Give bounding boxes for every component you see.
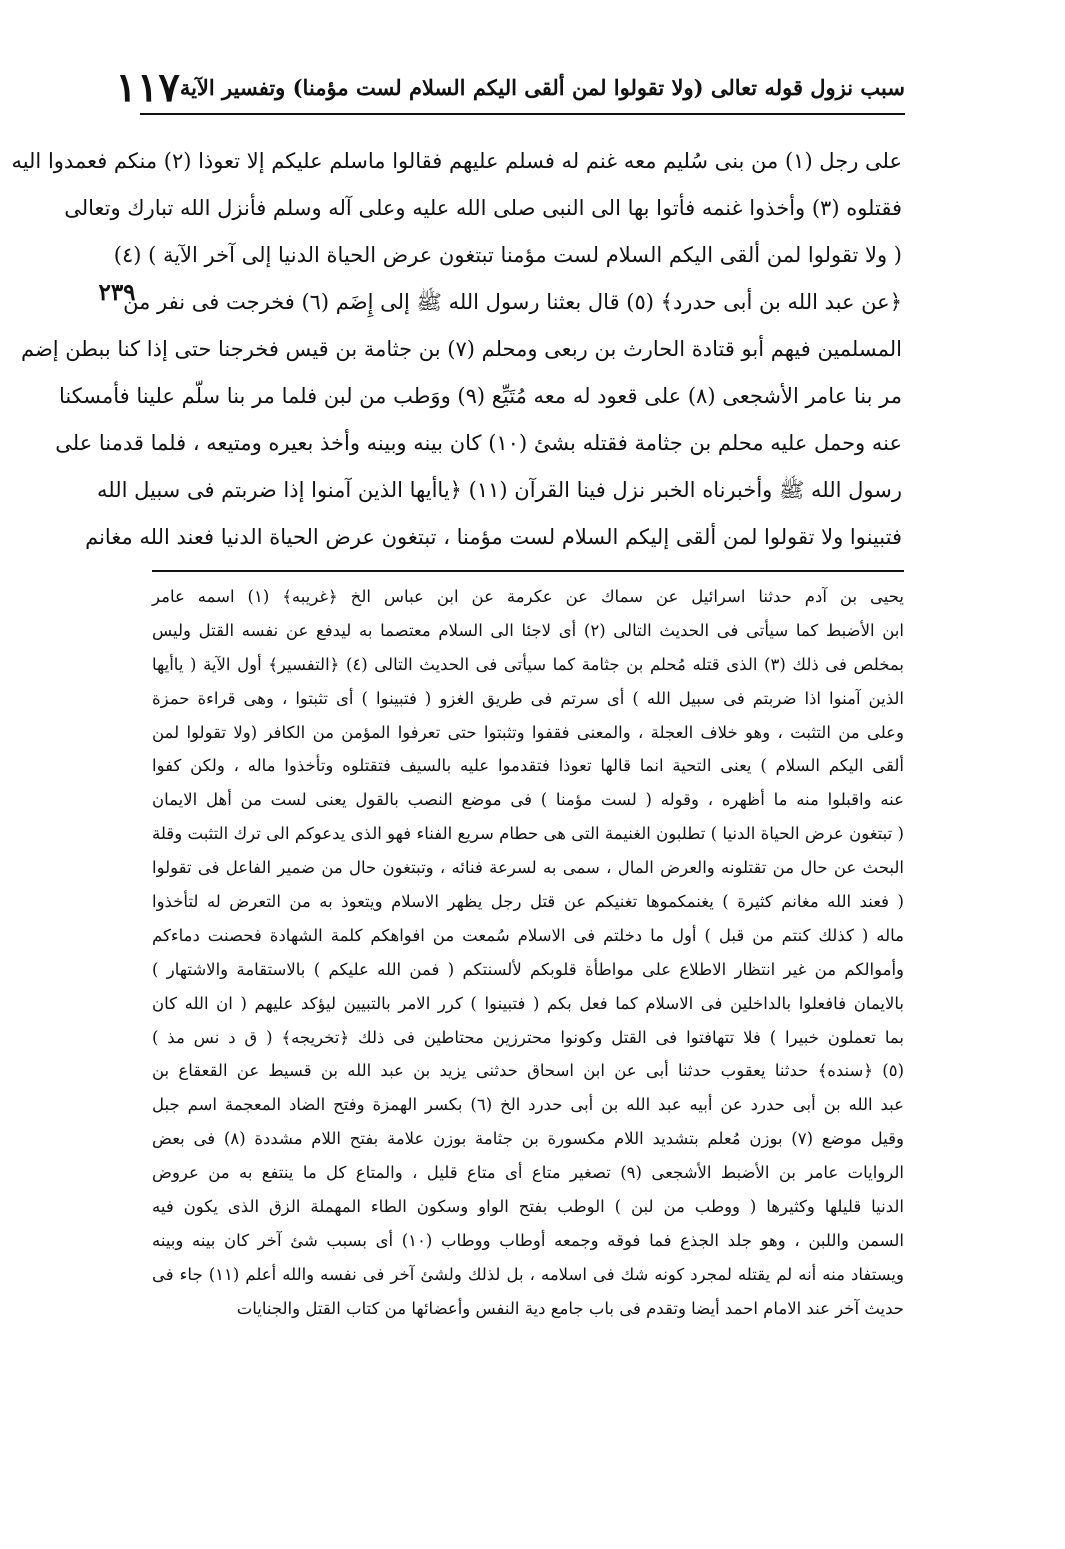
commentary-line: الدنيا قليلها وكثيرها ( ووطب من لبن ) الوطب بفتح الواو وسكون الطاء المهملة الزق الذى يكون فيه	[152, 1197, 904, 1217]
commentary-line: ماله ( كذلك كنتم من قبل ) أول ما دخلتم فى الاسلام سُمعت من افواهكم كلمة الشهادة فحصنت دماءكم	[152, 925, 904, 945]
hadith-number: ٢٣٩	[98, 279, 136, 306]
hadith-line: فقتلوه (٣) وأخذوا غنمه فأتوا بها الى النبى صلى الله عليه وعلى آله وسلم فأنزل الله تبارك وتعالى	[64, 196, 902, 220]
footnote-divider	[152, 570, 904, 572]
commentary-text	[152, 580, 904, 1326]
hadith-line: المسلمين فيهم أبو قتادة الحارث بن ربعى ومحلم (٧) بن جثامة بن قيس فخرجنا حتى إذا كنا ببطن إضم	[20, 337, 902, 361]
commentary-line: عنه واقبلوا منه ما أظهره ، وقوله ( لست مؤمنا ) فى موضع النصب بالقول يعنى لست من أهل الايمان	[152, 790, 904, 810]
commentary-line: وقيل موضع (٧) بوزن مُعلم بتشديد اللام مكسورة بن جثامة بوزن علامة بفتح اللام مشددة (٨) فى بعض	[152, 1129, 904, 1149]
commentary-line: ( تبتغون عرض الحياة الدنيا ) تطلبون الغنيمة التى هى حطام سريع الفناء فهو الذى يدعوكم الى ترك التثبت وقلة	[152, 824, 904, 844]
hadith-line: فتبينوا ولا تقولوا لمن ألقى إليكم السلام لست مؤمنا ، تبتغون عرض الحياة الدنيا فعند الله مغانم	[85, 525, 902, 549]
hadith-line: ﴿عن عبد الله بن أبى حدرد﴾ (٥) قال بعثنا رسول الله ﷺ إلى إِضَم (٦) فخرجت فى نفر من	[123, 290, 902, 314]
commentary-line: حديث آخر عند الامام احمد أيضا وتقدم فى باب جامع دية النفس وأعضائها من كتاب القتل والجنايات	[236, 1298, 904, 1318]
commentary-line: بمخلص فى ذلك (٣) الذى قتله مُحلم بن جثامة كما سيأتى فى الحديث التالى (٤) ﴿التفسير﴾ أول الآية ( ياأيها	[152, 654, 905, 674]
hadith-line: رسول الله ﷺ وأخبرناه الخبر نزل فينا القرآن (١١) ﴿ياأيها الذين آمنوا إذا ضربتم فى سبيل الله	[96, 478, 902, 502]
hadith-line: مر بنا عامر الأشجعى (٨) على قعود له معه مُتَيِّع (٩) ووَطب من لبن فلما مر بنا سلّم علينا فأمسكنا	[58, 384, 902, 408]
page-header	[115, 62, 905, 112]
commentary-line: وعلى من التثبت ، وهو خلاف العجلة ، والمعنى فقفوا وتثبتوا حتى تعرفوا المؤمن من الكافر (ولا تقولوا لمن	[152, 722, 904, 742]
commentary-line: عبد الله بن أبى حدرد عن أبيه عبد الله بن أبى حدرد الخ (٦) بكسر الهمزة وفتح الضاد المعجمة اسم جبل	[152, 1095, 904, 1115]
commentary-line: بالايمان فافعلوا بالداخلين فى الاسلام كما فعل بكم ( فتبينوا ) كرر الامر بالتبيين ليؤكد عليهم ( ان الله كان	[152, 993, 904, 1013]
hadith-line: على رجل (١) من بنى سُليم معه غنم له فسلم عليهم فقالوا ماسلم عليكم إلا تعوذا (٢) منكم فعمدوا اليه	[11, 149, 902, 173]
commentary-line: (٥) ﴿سنده﴾ حدثنا يعقوب حدثنا أبى عن ابن اسحاق حدثنى يزيد بن عبد الله بن قسيط عن القعقاع بن	[152, 1061, 904, 1081]
page-number: ١١٧	[115, 63, 180, 111]
commentary-line: ألقى اليكم السلام ) يعنى التحية انما قالها تعوذا فتقدموا عليه بالسيف فتقتلوه وتأخذوا ماله ، ولكن كفوا	[152, 756, 904, 776]
commentary-line: ( فعند الله مغانم كثيرة ) يغنمكموها تغنيكم عن قتل رجل يظهر الاسلام ويتعوذ به من التعرض له لتأخذوا	[152, 892, 904, 912]
commentary-line: ويستفاد منه أنه لم يقتله لمجرد كونه شك فى اسلامه ، بل لذلك ولشئ آخر فى نفسه والله أعلم (١١) جاء فى	[152, 1264, 904, 1284]
chapter-title: سبب نزول قوله تعالى (ولا تقولوا لمن ألقى اليكم السلام لست مؤمنا) وتفسير الآية	[179, 74, 905, 100]
commentary-line: الروايات عامر بن الأضبط الأشجعى (٩) تصغير متاع أى متاع قليل ، والمتاع كل ما ينتفع به من عروض	[152, 1163, 904, 1183]
commentary-line: بما تعملون خبيرا ) فلا تتهافتوا فى القتل وكونوا محترزين محتاطين فى ذلك ﴿تخريجه﴾ ( ق د نس مذ )	[152, 1027, 904, 1047]
hadith-line: عنه وحمل عليه محلم بن جثامة فقتله بشئ (١٠) كان بينه وبينه وأخذ بعيره ومتيعه ، فلما قدمنا على	[55, 431, 902, 455]
header-rule	[140, 113, 905, 115]
commentary-line: الذين آمنوا اذا ضربتم فى سبيل الله ) أى سرتم فى طريق الغزو ( فتبينوا ) أى تثبتوا ، وهى قراءة حمزة	[152, 688, 904, 708]
hadith-line: ( ولا تقولوا لمن ألقى اليكم السلام لست مؤمنا تبتغون عرض الحياة الدنيا إلى آخر الآية ) (٤)	[113, 243, 902, 267]
commentary-line: البحث عن حال من تقتلونه والعرض المال ، سمى به لسرعة فنائه ، وتبتغون حال من ضمير الفاعل فى تقولوا	[152, 858, 904, 878]
commentary-line: يحيى بن آدم حدثنا اسرائيل عن سماك عن عكرمة عن ابن عباس الخ ﴿غريبه﴾ (١) اسمه عامر	[152, 587, 904, 606]
commentary-line: ابن الأضبط كما سيأتى فى الحديث التالى (٢) أى لاجئا الى السلام معتصما به ليدفع عن نفسه القتل وليس	[152, 620, 904, 640]
commentary-line: السمن واللبن ، وهو جلد الجذع فما فوقه وجمعه أوطاب ووطاب (١٠) أى بسبب شئ آخر كان بينه وبينه	[152, 1230, 904, 1250]
commentary-line: وأموالكم من غير انتظار الاطلاع على مواطأة قلوبكم لألسنتكم ( فمن الله عليكم ) بالاستقامة والاشتهار )	[152, 959, 904, 979]
